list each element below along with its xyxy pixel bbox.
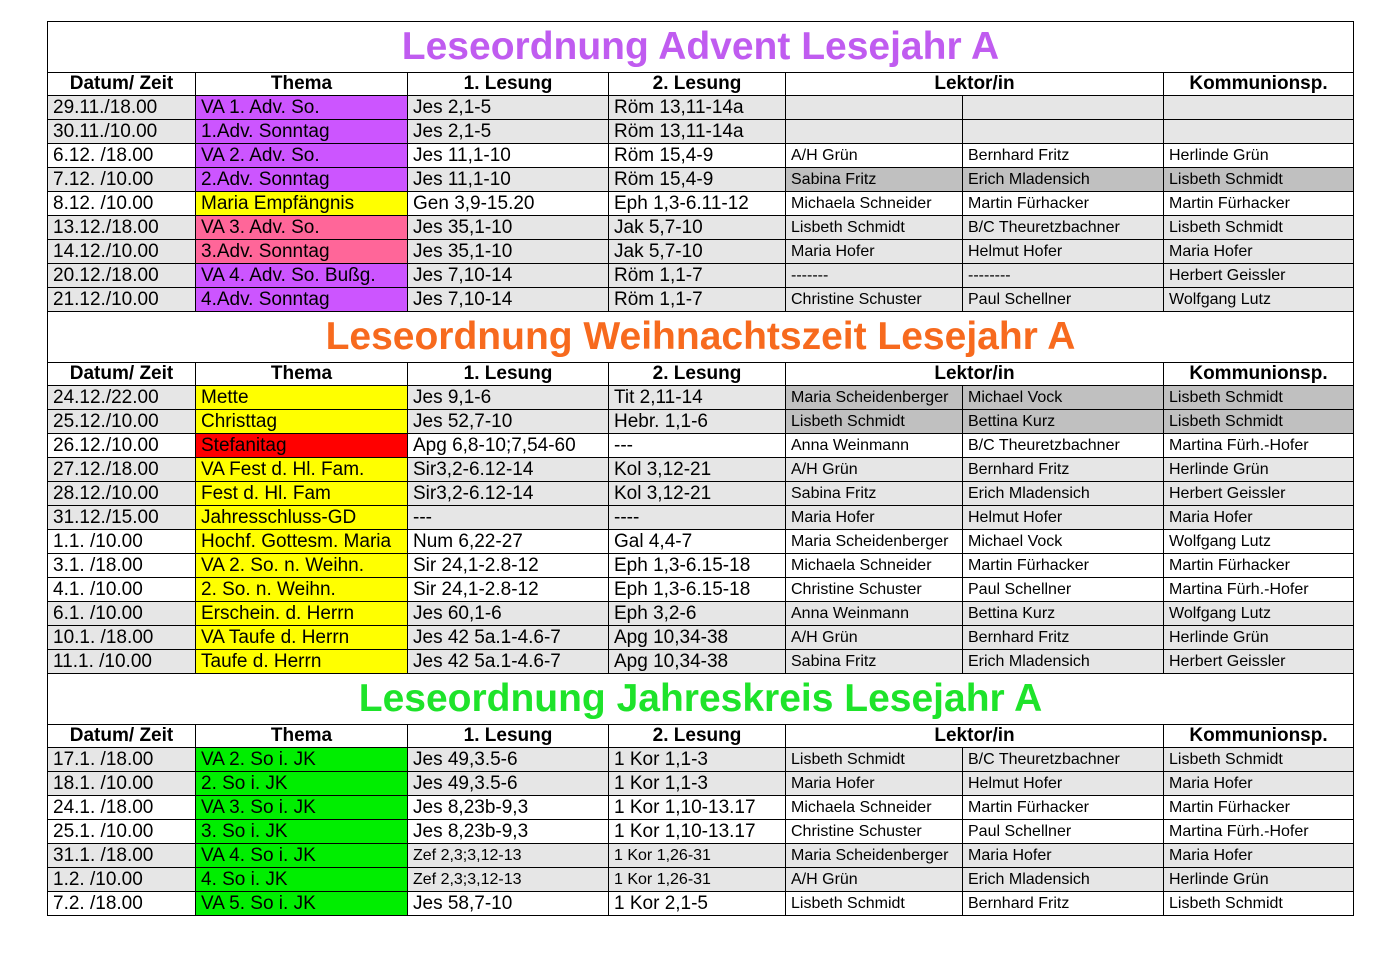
reading2-cell: Röm 15,4-9 (609, 168, 786, 192)
communion-cell: Maria Hofer (1164, 844, 1354, 868)
reading1-cell: Jes 8,23b-9,3 (408, 820, 609, 844)
schedule-table (47, 21, 1354, 916)
reading1-cell: Jes 7,10-14 (408, 288, 609, 312)
reading2-cell: 1 Kor 1,26-31 (609, 844, 786, 868)
lector2-cell: Michael Vock (963, 530, 1164, 554)
theme-cell: VA 3. Adv. So. (196, 216, 408, 240)
lector2-cell: Erich Mladensich (963, 868, 1164, 892)
date-time-cell: 29.11./18.00 (48, 96, 196, 120)
section-title: Leseordnung Jahreskreis Lesejahr A (48, 674, 1354, 725)
schedule-row (48, 288, 1354, 312)
communion-cell: Lisbeth Schmidt (1164, 748, 1354, 772)
lector2-cell: Erich Mladensich (963, 482, 1164, 506)
date-time-cell: 17.1. /18.00 (48, 748, 196, 772)
lector1-cell: Sabina Fritz (786, 168, 963, 192)
column-header: Lektor/in (786, 73, 1164, 96)
communion-cell: Herbert Geissler (1164, 650, 1354, 674)
schedule-row (48, 530, 1354, 554)
lector2-cell: B/C Theuretzbachner (963, 434, 1164, 458)
date-time-cell: 21.12./10.00 (48, 288, 196, 312)
communion-cell: Herlinde Grün (1164, 458, 1354, 482)
lector2-cell: Martin Fürhacker (963, 796, 1164, 820)
schedule-row (48, 434, 1354, 458)
communion-cell: Herbert Geissler (1164, 264, 1354, 288)
theme-cell: VA 2. Adv. So. (196, 144, 408, 168)
section-title-row (48, 312, 1354, 363)
theme-cell: 2. So. n. Weihn. (196, 578, 408, 602)
communion-cell: Herbert Geissler (1164, 482, 1354, 506)
reading1-cell: Sir3,2-6.12-14 (408, 482, 609, 506)
date-time-cell: 28.12./10.00 (48, 482, 196, 506)
section-title: Leseordnung Advent Lesejahr A (48, 22, 1354, 73)
theme-cell: Hochf. Gottesm. Maria (196, 530, 408, 554)
lector2-cell: -------- (963, 264, 1164, 288)
schedule-row (48, 144, 1354, 168)
reading2-cell: 1 Kor 1,1-3 (609, 748, 786, 772)
communion-cell: Maria Hofer (1164, 506, 1354, 530)
reading2-cell: Eph 1,3-6.15-18 (609, 578, 786, 602)
reading2-cell: Kol 3,12-21 (609, 482, 786, 506)
column-header: 1. Lesung (408, 73, 609, 96)
lector1-cell: Michaela Schneider (786, 554, 963, 578)
communion-cell: Martina Fürh.-Hofer (1164, 578, 1354, 602)
communion-cell: Lisbeth Schmidt (1164, 892, 1354, 916)
theme-cell: VA Fest d. Hl. Fam. (196, 458, 408, 482)
communion-cell: Herlinde Grün (1164, 868, 1354, 892)
date-time-cell: 8.12. /10.00 (48, 192, 196, 216)
lector1-cell: Maria Scheidenberger (786, 530, 963, 554)
reading2-cell: Jak 5,7-10 (609, 240, 786, 264)
date-time-cell: 27.12./18.00 (48, 458, 196, 482)
reading2-cell: Eph 1,3-6.15-18 (609, 554, 786, 578)
reading2-cell: Tit 2,11-14 (609, 386, 786, 410)
reading2-cell: Jak 5,7-10 (609, 216, 786, 240)
schedule-row (48, 772, 1354, 796)
schedule-row (48, 554, 1354, 578)
schedule-row (48, 820, 1354, 844)
date-time-cell: 6.12. /18.00 (48, 144, 196, 168)
date-time-cell: 14.12./10.00 (48, 240, 196, 264)
reading2-cell: Eph 1,3-6.11-12 (609, 192, 786, 216)
theme-cell: VA 5. So i. JK (196, 892, 408, 916)
reading2-cell: Röm 13,11-14a (609, 120, 786, 144)
reading1-cell: Jes 58,7-10 (408, 892, 609, 916)
schedule-row (48, 506, 1354, 530)
communion-cell: Lisbeth Schmidt (1164, 216, 1354, 240)
communion-cell: Wolfgang Lutz (1164, 602, 1354, 626)
lector2-cell: B/C Theuretzbachner (963, 748, 1164, 772)
reading1-cell: Jes 42 5a.1-4.6-7 (408, 626, 609, 650)
lector1-cell: Maria Scheidenberger (786, 386, 963, 410)
schedule-row (48, 240, 1354, 264)
reading1-cell: Sir 24,1-2.8-12 (408, 554, 609, 578)
date-time-cell: 25.1. /10.00 (48, 820, 196, 844)
date-time-cell: 1.1. /10.00 (48, 530, 196, 554)
schedule-row (48, 192, 1354, 216)
lector1-cell: Lisbeth Schmidt (786, 748, 963, 772)
theme-cell: 1.Adv. Sonntag (196, 120, 408, 144)
communion-cell: Martin Fürhacker (1164, 796, 1354, 820)
column-header: Thema (196, 725, 408, 748)
lector1-cell: Anna Weinmann (786, 434, 963, 458)
lector2-cell: Paul Schellner (963, 578, 1164, 602)
date-time-cell: 7.12. /10.00 (48, 168, 196, 192)
lector1-cell: Maria Hofer (786, 240, 963, 264)
communion-cell: Herlinde Grün (1164, 626, 1354, 650)
column-header: 2. Lesung (609, 363, 786, 386)
section-title-row (48, 22, 1354, 73)
communion-cell: Wolfgang Lutz (1164, 288, 1354, 312)
reading1-cell: Jes 9,1-6 (408, 386, 609, 410)
schedule-row (48, 216, 1354, 240)
lector2-cell: Michael Vock (963, 386, 1164, 410)
theme-cell: Taufe d. Herrn (196, 650, 408, 674)
theme-cell: Fest d. Hl. Fam (196, 482, 408, 506)
reading2-cell: 1 Kor 1,10-13.17 (609, 820, 786, 844)
reading2-cell: 1 Kor 1,26-31 (609, 868, 786, 892)
date-time-cell: 11.1. /10.00 (48, 650, 196, 674)
schedule-row (48, 168, 1354, 192)
reading1-cell: --- (408, 506, 609, 530)
lector1-cell: Sabina Fritz (786, 650, 963, 674)
schedule-row (48, 892, 1354, 916)
schedule-row (48, 844, 1354, 868)
date-time-cell: 26.12./10.00 (48, 434, 196, 458)
reading1-cell: Jes 11,1-10 (408, 168, 609, 192)
lector1-cell: Lisbeth Schmidt (786, 892, 963, 916)
theme-cell: VA 2. So i. JK (196, 748, 408, 772)
lector2-cell: Helmut Hofer (963, 506, 1164, 530)
communion-cell: Lisbeth Schmidt (1164, 386, 1354, 410)
reading1-cell: Apg 6,8-10;7,54-60 (408, 434, 609, 458)
lector2-cell: Bernhard Fritz (963, 626, 1164, 650)
lector1-cell: Lisbeth Schmidt (786, 410, 963, 434)
lector1-cell: Lisbeth Schmidt (786, 216, 963, 240)
reading1-cell: Jes 49,3.5-6 (408, 772, 609, 796)
date-time-cell: 30.11./10.00 (48, 120, 196, 144)
theme-cell: VA Taufe d. Herrn (196, 626, 408, 650)
communion-cell: Lisbeth Schmidt (1164, 410, 1354, 434)
theme-cell: 3. So i. JK (196, 820, 408, 844)
reading1-cell: Jes 52,7-10 (408, 410, 609, 434)
column-header: Lektor/in (786, 363, 1164, 386)
lector1-cell: ------- (786, 264, 963, 288)
lector2-cell: Martin Fürhacker (963, 554, 1164, 578)
date-time-cell: 20.12./18.00 (48, 264, 196, 288)
reading1-cell: Jes 11,1-10 (408, 144, 609, 168)
lector1-cell: Maria Hofer (786, 772, 963, 796)
reading2-cell: Röm 15,4-9 (609, 144, 786, 168)
lector1-cell: Michaela Schneider (786, 192, 963, 216)
schedule-row (48, 482, 1354, 506)
lector1-cell: Michaela Schneider (786, 796, 963, 820)
column-header: 2. Lesung (609, 725, 786, 748)
theme-cell: VA 2. So. n. Weihn. (196, 554, 408, 578)
schedule-row (48, 458, 1354, 482)
schedule-row (48, 410, 1354, 434)
theme-cell: VA 1. Adv. So. (196, 96, 408, 120)
lector2-cell: Bettina Kurz (963, 410, 1164, 434)
lector1-cell: A/H Grün (786, 144, 963, 168)
lector1-cell: A/H Grün (786, 868, 963, 892)
lector2-cell (963, 96, 1164, 120)
schedule-row (48, 264, 1354, 288)
communion-cell: Herlinde Grün (1164, 144, 1354, 168)
theme-cell: VA 3. So i. JK (196, 796, 408, 820)
column-header: Kommunionsp. (1164, 725, 1354, 748)
reading1-cell: Jes 35,1-10 (408, 216, 609, 240)
theme-cell: 4. So i. JK (196, 868, 408, 892)
reading1-cell: Num 6,22-27 (408, 530, 609, 554)
date-time-cell: 4.1. /10.00 (48, 578, 196, 602)
lector2-cell: Erich Mladensich (963, 650, 1164, 674)
theme-cell: 3.Adv. Sonntag (196, 240, 408, 264)
date-time-cell: 24.12./22.00 (48, 386, 196, 410)
date-time-cell: 6.1. /10.00 (48, 602, 196, 626)
reading2-cell: Röm 13,11-14a (609, 96, 786, 120)
lector1-cell: Maria Hofer (786, 506, 963, 530)
communion-cell: Maria Hofer (1164, 772, 1354, 796)
schedule-row (48, 868, 1354, 892)
date-time-cell: 7.2. /18.00 (48, 892, 196, 916)
reading1-cell: Jes 60,1-6 (408, 602, 609, 626)
column-header: Datum/ Zeit (48, 73, 196, 96)
column-header-row (48, 363, 1354, 386)
date-time-cell: 31.12./15.00 (48, 506, 196, 530)
lector2-cell: Paul Schellner (963, 820, 1164, 844)
lector1-cell: Maria Scheidenberger (786, 844, 963, 868)
date-time-cell: 1.2. /10.00 (48, 868, 196, 892)
theme-cell: Stefanitag (196, 434, 408, 458)
theme-cell: Christtag (196, 410, 408, 434)
reading2-cell: ---- (609, 506, 786, 530)
column-header: Thema (196, 73, 408, 96)
theme-cell: Maria Empfängnis (196, 192, 408, 216)
column-header: Thema (196, 363, 408, 386)
communion-cell (1164, 120, 1354, 144)
lector2-cell: Bernhard Fritz (963, 144, 1164, 168)
reading1-cell: Jes 2,1-5 (408, 96, 609, 120)
lector1-cell: Christine Schuster (786, 288, 963, 312)
lector2-cell: Bettina Kurz (963, 602, 1164, 626)
communion-cell: Martina Fürh.-Hofer (1164, 434, 1354, 458)
reading-schedule-sheet (47, 21, 1353, 916)
reading2-cell: 1 Kor 1,10-13.17 (609, 796, 786, 820)
schedule-row (48, 120, 1354, 144)
theme-cell: VA 4. Adv. So. Bußg. (196, 264, 408, 288)
lector2-cell: Bernhard Fritz (963, 892, 1164, 916)
column-header: Kommunionsp. (1164, 73, 1354, 96)
theme-cell: Mette (196, 386, 408, 410)
lector2-cell (963, 120, 1164, 144)
reading2-cell: Apg 10,34-38 (609, 626, 786, 650)
schedule-row (48, 796, 1354, 820)
date-time-cell: 24.1. /18.00 (48, 796, 196, 820)
column-header: Datum/ Zeit (48, 363, 196, 386)
communion-cell: Lisbeth Schmidt (1164, 168, 1354, 192)
lector1-cell: Anna Weinmann (786, 602, 963, 626)
section-title-row (48, 674, 1354, 725)
lector2-cell: Bernhard Fritz (963, 458, 1164, 482)
communion-cell (1164, 96, 1354, 120)
reading2-cell: Eph 3,2-6 (609, 602, 786, 626)
theme-cell: Jahresschluss-GD (196, 506, 408, 530)
communion-cell: Martin Fürhacker (1164, 192, 1354, 216)
column-header: Datum/ Zeit (48, 725, 196, 748)
column-header: Lektor/in (786, 725, 1164, 748)
schedule-row (48, 386, 1354, 410)
reading2-cell: 1 Kor 2,1-5 (609, 892, 786, 916)
lector2-cell: Martin Fürhacker (963, 192, 1164, 216)
reading1-cell: Jes 42 5a.1-4.6-7 (408, 650, 609, 674)
reading1-cell: Zef 2,3;3,12-13 (408, 868, 609, 892)
column-header: Kommunionsp. (1164, 363, 1354, 386)
reading1-cell: Jes 49,3.5-6 (408, 748, 609, 772)
lector1-cell: A/H Grün (786, 458, 963, 482)
lector1-cell: Christine Schuster (786, 578, 963, 602)
theme-cell: 2.Adv. Sonntag (196, 168, 408, 192)
reading2-cell: Apg 10,34-38 (609, 650, 786, 674)
reading2-cell: Röm 1,1-7 (609, 264, 786, 288)
lector2-cell: Helmut Hofer (963, 240, 1164, 264)
reading2-cell: Hebr. 1,1-6 (609, 410, 786, 434)
communion-cell: Martina Fürh.-Hofer (1164, 820, 1354, 844)
theme-cell: 4.Adv. Sonntag (196, 288, 408, 312)
date-time-cell: 3.1. /18.00 (48, 554, 196, 578)
schedule-row (48, 602, 1354, 626)
date-time-cell: 31.1. /18.00 (48, 844, 196, 868)
column-header: 1. Lesung (408, 363, 609, 386)
date-time-cell: 18.1. /10.00 (48, 772, 196, 796)
lector1-cell: A/H Grün (786, 626, 963, 650)
schedule-row (48, 578, 1354, 602)
lector2-cell: Paul Schellner (963, 288, 1164, 312)
schedule-row (48, 650, 1354, 674)
reading1-cell: Jes 8,23b-9,3 (408, 796, 609, 820)
lector2-cell: Helmut Hofer (963, 772, 1164, 796)
lector2-cell: Erich Mladensich (963, 168, 1164, 192)
reading1-cell: Jes 35,1-10 (408, 240, 609, 264)
column-header: 1. Lesung (408, 725, 609, 748)
lector1-cell (786, 120, 963, 144)
schedule-row (48, 748, 1354, 772)
date-time-cell: 10.1. /18.00 (48, 626, 196, 650)
reading2-cell: Gal 4,4-7 (609, 530, 786, 554)
theme-cell: VA 4. So i. JK (196, 844, 408, 868)
communion-cell: Martin Fürhacker (1164, 554, 1354, 578)
section-title: Leseordnung Weihnachtszeit Lesejahr A (48, 312, 1354, 363)
reading2-cell: Röm 1,1-7 (609, 288, 786, 312)
column-header: 2. Lesung (609, 73, 786, 96)
communion-cell: Maria Hofer (1164, 240, 1354, 264)
reading1-cell: Sir3,2-6.12-14 (408, 458, 609, 482)
lector1-cell (786, 96, 963, 120)
date-time-cell: 13.12./18.00 (48, 216, 196, 240)
column-header-row (48, 73, 1354, 96)
reading1-cell: Zef 2,3;3,12-13 (408, 844, 609, 868)
reading2-cell: Kol 3,12-21 (609, 458, 786, 482)
reading1-cell: Jes 2,1-5 (408, 120, 609, 144)
date-time-cell: 25.12./10.00 (48, 410, 196, 434)
lector2-cell: B/C Theuretzbachner (963, 216, 1164, 240)
reading1-cell: Sir 24,1-2.8-12 (408, 578, 609, 602)
theme-cell: Erschein. d. Herrn (196, 602, 408, 626)
reading2-cell: 1 Kor 1,1-3 (609, 772, 786, 796)
communion-cell: Wolfgang Lutz (1164, 530, 1354, 554)
lector1-cell: Sabina Fritz (786, 482, 963, 506)
lector2-cell: Maria Hofer (963, 844, 1164, 868)
theme-cell: 2. So i. JK (196, 772, 408, 796)
schedule-row (48, 96, 1354, 120)
schedule-row (48, 626, 1354, 650)
reading2-cell: --- (609, 434, 786, 458)
lector1-cell: Christine Schuster (786, 820, 963, 844)
reading1-cell: Gen 3,9-15.20 (408, 192, 609, 216)
reading1-cell: Jes 7,10-14 (408, 264, 609, 288)
column-header-row (48, 725, 1354, 748)
